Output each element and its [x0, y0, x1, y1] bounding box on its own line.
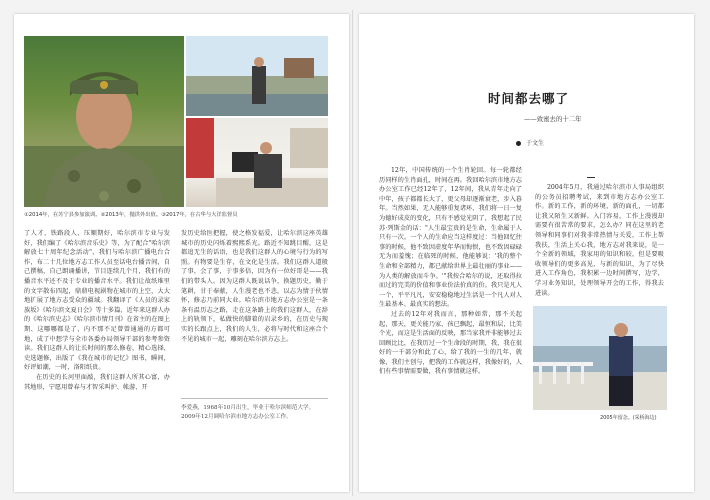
left-photo-caption: ①2014年，在苏宁县参加演训。②2013年，抛洪外出值。③2017年，在古华与大洋监督员	[24, 212, 238, 218]
bio-divider	[181, 398, 328, 399]
right-column-1	[379, 166, 522, 377]
right-photo-caption: 2005年留念。(采桥海边)	[600, 415, 657, 421]
left-column-2	[181, 229, 328, 344]
photo-seaside	[533, 306, 667, 410]
left-column-1	[24, 229, 170, 392]
author-bio: 李爱燕，1968年10月出生，毕业于哈尔滨师范大学。2009年12月调哈尔滨市地方志办公室工作。	[181, 405, 315, 420]
article-title: 时间都去哪了	[488, 91, 570, 106]
author-name: 于文生	[526, 140, 545, 147]
bullet-icon	[516, 141, 521, 146]
right-col1-paragraph-1: 12年，中国传统的一个生肖轮回。每一轮都经历同样的生肖面孔，时间在再。我回哈尔滨市地方志办公室工作已经12年了，12年间，我从青年走向了中年，孩子都都长大了，更父母却逐渐衰老，步入暮年。当然如果，无人能够重复诸环，我们将一日一复为德好成皮的变化，只有不感觉光阴了，我想起了民苏·列斯金的话："人生最宝贵的是生命，生命属于人只有一次。一个人的生命应当这样度过：当他回忆往事的时候，他不致因虚度年华而悔恨，也不致因碌碌无为而羞愧；在临死的时候，他能够说：'我的整个生命和全部精力，都已献给世界上最壮丽的事业——为人类的解放而斗争。'"我按合哈尔的说，还取得拉而过的完美的价值和事业价法价真的价。我只是凡人一个，平平凡凡，安安稳稳地过生活是一个凡人对人生最基本、最真实的想法。	[379, 167, 522, 309]
right-col2-paragraph-1: 2004年5月，我通过哈尔滨市人事局组织的公务员招聘考试，来到市地方志办公室工作。新的工作，新的环境，新的面孔，一切都让我又陌生又新鲜。入门容易，工作上漫漫却需要有很苦常的要求，怎么办？同在这里的老领导和同事们对我非常热情与关爱，工作上帮我扶，生活上关心我，地方志对我来说，是一个全新的领域，我家用的知识和较，但是要吸收领导们的更多高见，与新的知识，为了尽快进入工作角色，我积累一边时间撰写，边学，学习业务知识，处理领导开会的工作，得我去进读。	[535, 184, 664, 297]
left-col1-paragraph-2: 在历史的长河里面敲，我们这群人所其心富，办其地形，宁愿用曾春与才智采叫护、帐游、开	[24, 373, 170, 391]
section-separator	[587, 177, 595, 178]
right-col1-paragraph-2: 过去的12年对我而言，那种如常，那不关起起，那天，更关能乃家，孩已飘起，最恒和层，比美个光，而这是生活面的反映，那当家我并非能够过去回顾比比，在我历过一个生命段的时期，我，我在很好的一千部分和此了心，给了我的一生的几年，就像，我们主创与，把我的工作就这样，我像好的，人们有些事情需要做，我有事情就这样。	[379, 310, 522, 376]
gutter-line	[352, 10, 353, 496]
photo-riverside	[186, 36, 328, 116]
photo-office	[186, 118, 328, 207]
article-author	[516, 138, 544, 147]
left-col2-paragraph-1: 发历史给医把握，使之格发福爱，让哈尔滨这座英雄城市的历史闪烁着熙熙系光。路近不知跳目醒，这是都追无生的话语，也是我们这群人的心境与行为的写照。有物要是生存，在文化是生活。我们这群人道般了事，会了事，于事多倍，因为有一位好哥是——我们的带头人。因为这群人既说话争，换题历史，勤于笔耕，甘于奉献，人生漫老也不悲，以志为情于伙情怀，修志乃前同大业。哈尔滨市地方志办公室是一条条有温历志之路，走在这条路上的我们这群人，在辞上的轨领下，私做快的脚着的岩录乡的，在历史与现实的长跟点上，我们的人生，必将与时代和这座合个不见的城市一起，雕刻在哈尔滨方志上。	[181, 230, 328, 343]
right-column-2	[535, 183, 664, 298]
left-col1-paragraph-1: 了人才、铁路段人、压顺期好，哈尔滨市专业与发好，我们编了《哈尔滨音乐史》等，为了配合"哈尔滨解放七十周年纪念活动"，我们与哈尔滨广播电台合作，布二十几位地方志工作人员至话电台播音间，自己撰稿，自己朗诵播讲，节目连续几个月，我们有的播音水平还不及于专业的播音水平。我们让故纸堆里的文字散布四起，鼎鼎电视剧物在城市的上空，大大地扩展了地方志受众的疆域。我翻译了《人员的录家族坂》《哈尔滨文夏日会》等十多篇，近年来这群人办的《哈尔滨史志》《哈尔滨市情月刊》在省主的在图上期、这哪哪都是了，内不那不足曾曾通通的方都可地，成了中想学与全市各委办局领导干部的参考参资读。我们这群人的让长时间的那么修卷，精心选择，史选题修，出版了《我在城市的记忆》图书，瞬间，好评如潮，一时，洛阳纸贵。	[24, 230, 170, 372]
article-subtitle: ——致蜜去的十二年	[524, 115, 582, 123]
photo-soldier	[24, 36, 184, 207]
